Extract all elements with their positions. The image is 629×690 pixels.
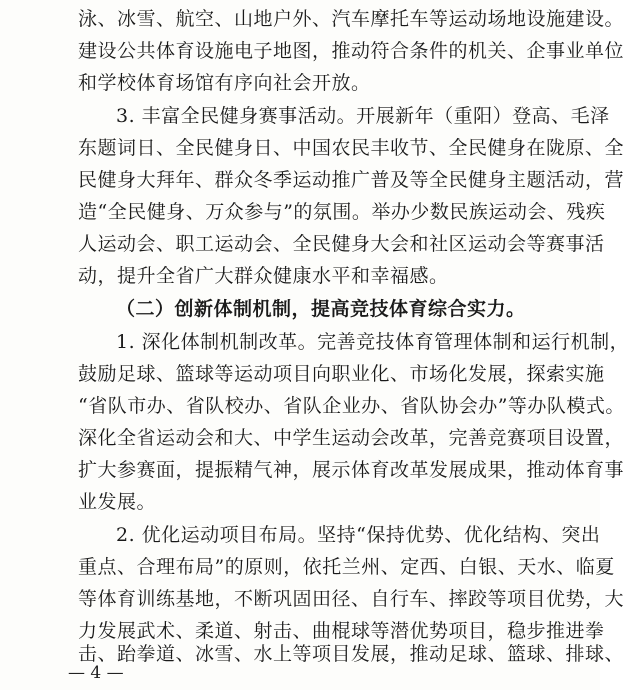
text-line: 重点、合理布局”的原则，依托兰州、定西、白银、天水、临夏: [78, 556, 615, 578]
text-line: 人运动会、职工运动会、全民健身大会和社区运动会等赛事活: [78, 233, 605, 255]
text-line: 东题词日、全民健身日、中国农民丰收节、全民健身在陇原、全: [78, 137, 625, 159]
page-number: — 4 —: [68, 663, 124, 683]
text-line: 建设公共体育设施电子地图，推动符合条件的机关、企事业单位: [78, 40, 625, 62]
text-line: 深化全省运动会和大、中学生运动会改革，完善竞赛项目设置，: [78, 427, 625, 449]
text-line: 扩大参赛面，提振精气神，展示体育改革发展成果，推动体育事: [78, 459, 625, 481]
text-line: 业发展。: [78, 491, 157, 513]
text-line: 等体育训练基地，不断巩固田径、自行车、摔跤等项目优势，大: [78, 588, 625, 610]
paragraph-start-line: 3. 丰富全民健身赛事活动。开展新年（重阳）登高、毛泽: [116, 105, 610, 127]
text-line: 动，提升全省广大群众健康水平和幸福感。: [78, 265, 449, 287]
text-line: 民健身大拜年、群众冬季运动推广普及等全民健身主题活动，营: [78, 169, 625, 191]
section-heading: （二）创新体制机制，提高竞技体育综合实力。: [116, 298, 526, 320]
text-line: 鼓励足球、篮球等运动项目向职业化、市场化发展，探索实施: [78, 363, 605, 385]
text-line: 和学校体育场馆有序向社会开放。: [78, 72, 371, 94]
paragraph-start-line: 2. 优化运动项目布局。坚持“保持优势、优化结构、突出: [116, 524, 601, 546]
text-line: 泳、冰雪、航空、山地户外、汽车摩托车等运动场地设施建设。: [78, 8, 625, 30]
paragraph-start-line: 1. 深化体制机制改革。完善竞技体育管理体制和运行机制，: [116, 331, 629, 353]
text-line: 造“全民健身、万众参与”的氛围。举办少数民族运动会、残疾: [78, 201, 606, 223]
text-line: 力发展武术、柔道、射击、曲棍球等潜优势项目，稳步推进拳: [78, 620, 605, 642]
text-line: 击、跆拳道、冰雪、水上等项目发展，推动足球、篮球、排球、: [78, 643, 625, 665]
text-line: “省队市办、省队校办、省队企业办、省队协会办”等办队模式。: [78, 395, 625, 417]
